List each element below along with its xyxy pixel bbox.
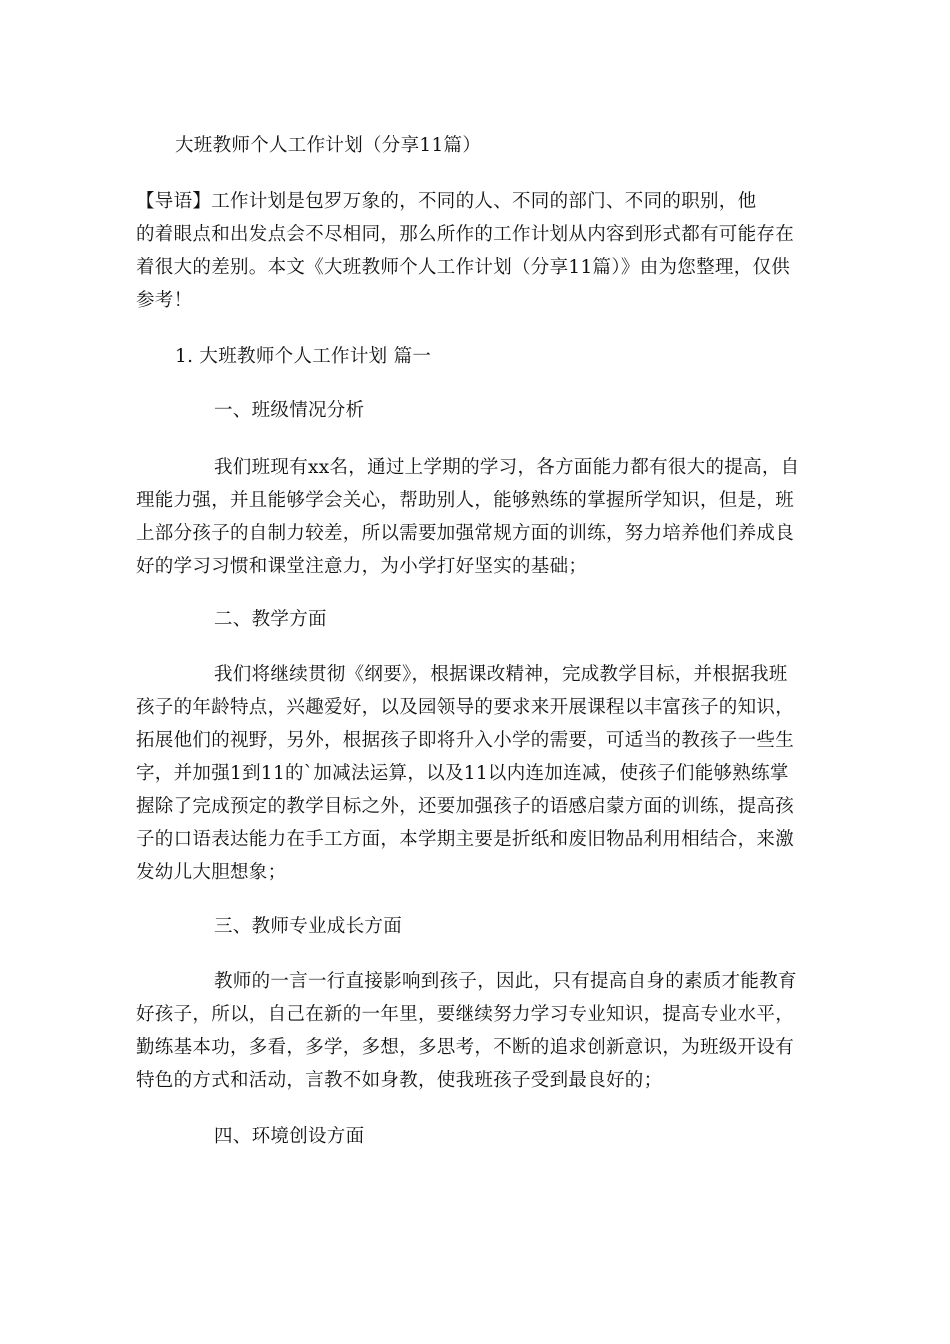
article-heading: 1. 大班教师个人工作计划 篇一 — [175, 346, 432, 367]
body-line: 拓展他们的视野，另外，根据孩子即将升入小学的需要，可适当的教孩子一些生 — [136, 730, 795, 751]
body-line: 子的口语表达能力在手工方面，本学期主要是折纸和废旧物品利用相结合，来激 — [136, 829, 795, 850]
body-line: 特色的方式和活动，言教不如身教，使我班孩子受到最良好的； — [136, 1070, 663, 1091]
body-line: 勤练基本功，多看，多学，多想，多思考，不断的追求创新意识，为班级开设有 — [136, 1037, 795, 1058]
body-line: 我们将继续贯彻《纲要》，根据课改精神，完成教学目标，并根据我班 — [214, 664, 788, 685]
body-line: 好的学习习惯和课堂注意力，为小学打好坚实的基础； — [136, 556, 588, 577]
body-line: 发幼儿大胆想象； — [136, 862, 287, 883]
section-heading: 二、教学方面 — [214, 609, 327, 630]
body-line: 孩子的年龄特点，兴趣爱好，以及园领导的要求来开展课程以丰富孩子的知识， — [136, 697, 795, 718]
body-line: 理能力强，并且能够学会关心，帮助别人，能够熟练的掌握所学知识，但是，班 — [136, 490, 795, 511]
intro-line: 着很大的差别。本文《大班教师个人工作计划（分享11篇）》由为您整理，仅供 — [136, 257, 791, 278]
document-title: 大班教师个人工作计划（分享11篇） — [175, 135, 482, 156]
intro-line: 【导语】工作计划是包罗万象的，不同的人、不同的部门、不同的职别，他 — [136, 191, 757, 212]
body-line: 握除了完成预定的教学目标之外，还要加强孩子的语感启蒙方面的训练，提高孩 — [136, 796, 795, 817]
body-line: 字，并加强1到11的`加减法运算，以及11以内连加连减，使孩子们能够熟练掌 — [136, 763, 789, 784]
body-line: 我们班现有xx名，通过上学期的学习，各方面能力都有很大的提高，自 — [214, 457, 800, 478]
intro-line: 的着眼点和出发点会不尽相同，那么所作的工作计划从内容到形式都有可能存在 — [136, 224, 795, 245]
intro-line: 参考！ — [136, 290, 193, 311]
section-heading: 四、环境创设方面 — [214, 1126, 365, 1147]
body-line: 教师的一言一行直接影响到孩子，因此，只有提高自身的素质才能教育 — [214, 971, 797, 992]
body-line: 上部分孩子的自制力较差，所以需要加强常规方面的训练，努力培养他们养成良 — [136, 523, 795, 544]
section-heading: 三、教师专业成长方面 — [214, 916, 403, 937]
section-heading: 一、班级情况分析 — [214, 400, 365, 421]
body-line: 好孩子，所以，自己在新的一年里，要继续努力学习专业知识，提高专业水平， — [136, 1004, 795, 1025]
